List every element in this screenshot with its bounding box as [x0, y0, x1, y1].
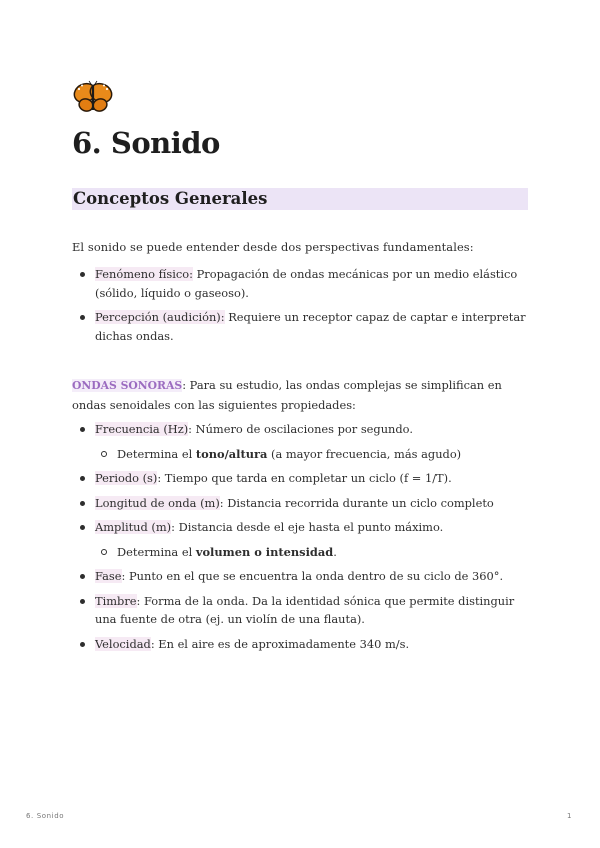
list-item	[78, 567, 528, 586]
item-label: Frecuencia (Hz)	[95, 422, 189, 436]
list-item	[78, 265, 528, 302]
item-label: Velocidad	[95, 636, 151, 651]
item-text: Número de oscilaciones por segundo.	[191, 422, 413, 436]
list-item	[78, 420, 528, 439]
item-sep: :	[150, 636, 155, 651]
list-item	[78, 635, 528, 654]
ondas-text: : Para su estudio, las ondas complejas se simplifican en ondas senoidales con las siguientes propiedades:	[72, 378, 502, 412]
item-text: Forma de la onda. Da la identidad sónica que permite distinguir una fuente de otra (ej. un violín de una flauta).	[95, 593, 515, 626]
item-sep: :	[219, 495, 224, 510]
item-text: Distancia desde el eje hasta el punto máximo.	[174, 520, 444, 534]
intro-paragraph: El sonido se puede entender desde dos perspectivas fundamentales:	[72, 240, 474, 254]
item-sep: :	[171, 520, 175, 534]
item-label: Fase	[95, 569, 122, 583]
item-sep: :	[136, 593, 141, 608]
ondas-paragraph	[72, 376, 522, 414]
footer-title: 6. Sonido	[26, 812, 65, 820]
item-text: Distancia recorrida durante un ciclo completo	[223, 495, 494, 510]
item-text: Punto en el que se encuentra la onda dentro de su ciclo de 360°.	[125, 569, 504, 583]
list-item	[78, 592, 528, 629]
sub-item-bold: volumen o intensidad	[195, 544, 334, 559]
item-label: Periodo (s)	[95, 471, 158, 485]
butterfly-icon	[72, 80, 114, 114]
page-number: 1	[567, 812, 572, 820]
item-label: Percepción (audición):	[95, 310, 225, 324]
sub-item-text-end: .	[333, 544, 337, 559]
perspectives-list	[78, 265, 528, 351]
properties-list	[78, 420, 528, 659]
item-label: Timbre	[95, 593, 137, 608]
page-title: 6. Sonido	[72, 126, 220, 160]
sub-item-text-end: (a mayor frecuencia, más agudo)	[267, 446, 462, 461]
item-sep: :	[121, 569, 126, 583]
item-label: Fenómeno físico:	[95, 267, 193, 281]
list-item	[78, 518, 528, 537]
list-item	[78, 469, 528, 488]
item-label: Amplitud (m)	[95, 520, 172, 534]
ondas-label: ONDAS SONORAS	[72, 379, 183, 392]
section-heading: Conceptos Generales	[72, 188, 528, 210]
list-item	[78, 494, 528, 513]
item-text: Requiere un receptor capaz de captar e interpretar dichas ondas.	[95, 310, 526, 343]
item-label: Longitud de onda (m)	[95, 495, 220, 510]
sub-item-text: Determina el	[117, 544, 196, 559]
sub-item-bold: tono/altura	[195, 446, 268, 461]
sub-item-text: Determina el	[117, 446, 196, 461]
sub-list-item	[78, 543, 528, 562]
sub-list-item	[78, 445, 528, 464]
item-text: Propagación de ondas mecánicas por un medio elástico (sólido, líquido o gaseoso).	[95, 267, 518, 300]
item-text: En el aire es de aproximadamente 340 m/s.	[154, 636, 410, 651]
list-item	[78, 308, 528, 345]
item-sep: :	[157, 471, 162, 485]
item-sep: :	[188, 422, 192, 436]
item-text: Tiempo que tarda en completar un ciclo (f = 1/T).	[161, 471, 452, 485]
